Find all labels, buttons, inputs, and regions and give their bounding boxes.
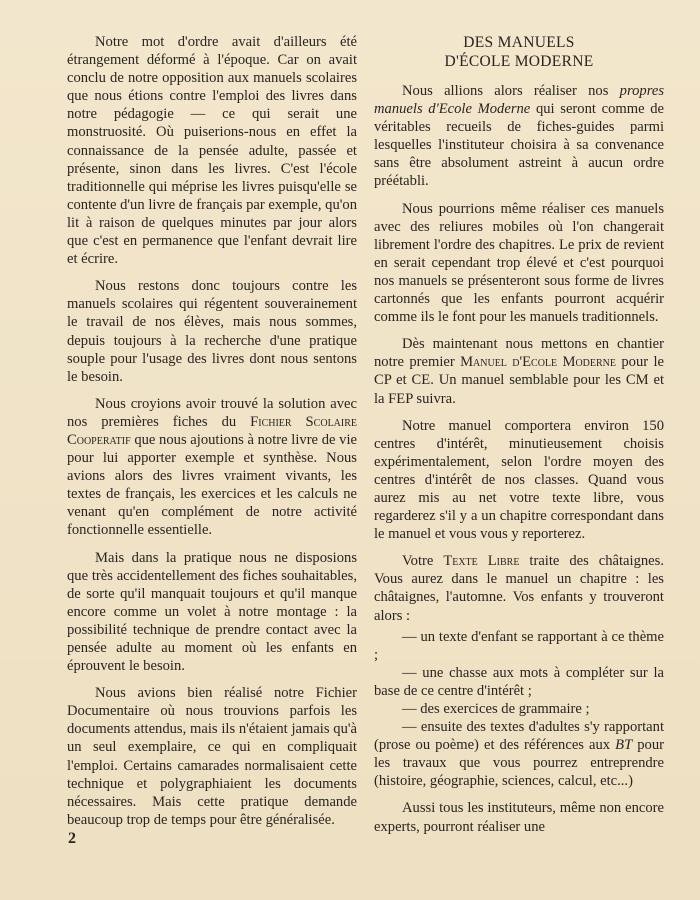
list-item: — un texte d'enfant se rapportant à ce thème ; [374, 628, 664, 663]
paragraph: Aussi tous les instituteurs, même non encore experts, pourront réaliser une [374, 800, 664, 835]
small-caps-term: Texte Libre [443, 553, 520, 570]
list-item: — des exercices de grammaire ; [402, 701, 590, 717]
section-heading: DES MANUELS D'ÉCOLE MODERNE [444, 34, 594, 70]
paragraph: Nous allions alors réaliser nos propres manuels d'Ecole Moderne qui seront comme de véritables recueils de fiches-guides parmi lesquelles l'instituteur choisira à sa convenance sans être absolument astreint à aucun ordre préétabli. [374, 83, 664, 190]
paragraph: Notre manuel comportera environ 150 centres d'intérêt, minutieusement choisis expérimentalement, selon l'ordre moyen des centres d'intérêt de nos classes. Quand vous aurez mis au net votre texte libre, vous regarderez s'il y a un chapitre correspondant dans le manuel et vous vous y reporterez. [374, 417, 664, 543]
small-caps-term: Fichier Scolaire Cooperatif [67, 413, 358, 448]
paragraph: Nous pourrions même réaliser ces manuels avec des reliures mobiles où l'on changerait librement l'ordre des chapitres. Le prix de revient en serait cependant trop élevé et c'est pourquoi nos manuels se présenteront sous forme de livres cartonnés que les enfants pourront acquérir comme ils le font pour les manuels traditionnels. [374, 200, 664, 326]
right-column [374, 33, 664, 845]
paragraph: Votre Texte Libre traite des châtaignes. Vous aurez dans le manuel un chapitre : les châtaignes, l'automne. Vos enfants y trouveront alors : [374, 553, 664, 624]
italic-term: BT [615, 737, 633, 754]
list-item: — ensuite des textes d'adultes s'y rapportant (prose ou poème) et des références aux BT pour les travaux que vous pourrez entreprendre (histoire, géographie, sciences, calcul, etc...) [374, 719, 664, 790]
paragraph: Dès maintenant nous mettons en chantier notre premier Manuel d'Ecole Moderne pour le CP et CE. Un manuel semblable pour les CM et la FEP suivra. [374, 336, 664, 407]
italic-term: propres manuels d'Ecole Moderne [374, 83, 664, 118]
small-caps-term: Manuel d'Ecole Moderne [460, 354, 617, 371]
left-column [67, 33, 357, 838]
paragraph: Nous restons donc toujours contre les manuels scolaires qui régentent souverainement le travail de nos élèves, mais nous sommes, depuis toujours à la recherche d'une pratique souple pour l'usage des livres dont nous sentons le besoin. [67, 278, 357, 385]
paragraph: Nous avions bien réalisé notre Fichier Documentaire où nous trouvions parfois les documents attendus, mais ils n'étaient jamais qu'à un seul exemplaire, ce qui en compliquait l'emploi. Certains camarades normalisaient cette technique et polygraphiaient les documents nécessaires. Mais cette pratique demande beaucoup trop de temps pour être généralisée. [67, 685, 357, 828]
paragraph: Mais dans la pratique nous ne disposions que très accidentellement des fiches souhaitables, de sorte qu'il manquait toujours et qu'il manque encore comme un volet à notre montage : la possibilité technique de prendre contact avec la pensée adulte au moment où les enfants en éprouvent le besoin. [67, 549, 357, 675]
list-item: — une chasse aux mots à compléter sur la base de ce centre d'intérêt ; [374, 664, 664, 699]
paragraph: Nous croyions avoir trouvé la solution avec nos premières fiches du Fichier Scolaire Cooperatif que nous ajoutions à notre livre de vie pour lui apporter exemple et synthèse. Nous avions alors des livres vraiment vivants, les textes de français, les exercices et les calculs ne venant qu'en complément de notre activité fonctionnelle essentielle. [67, 395, 358, 539]
page-number: 2 [68, 830, 76, 847]
paragraph: Notre mot d'ordre avait d'ailleurs été étrangement déformé à l'époque. Car on avait conclu de notre opposition aux manuels scolaires que nous étions contre l'emploi des livres dans notre pédagogie — ce qui serait une monstruosité. Où puiserions-nous en effet la connaissance de la pensée adulte, passée et présente, sinon dans les livres. C'est l'école traditionnelle qui méprise les livres puisqu'elle se contente d'un livre de français par exemple, qu'on lit à raison de quelques minutes par jour alors que c'est en permanence que l'enfant devrait lire et écrire. [67, 34, 357, 268]
